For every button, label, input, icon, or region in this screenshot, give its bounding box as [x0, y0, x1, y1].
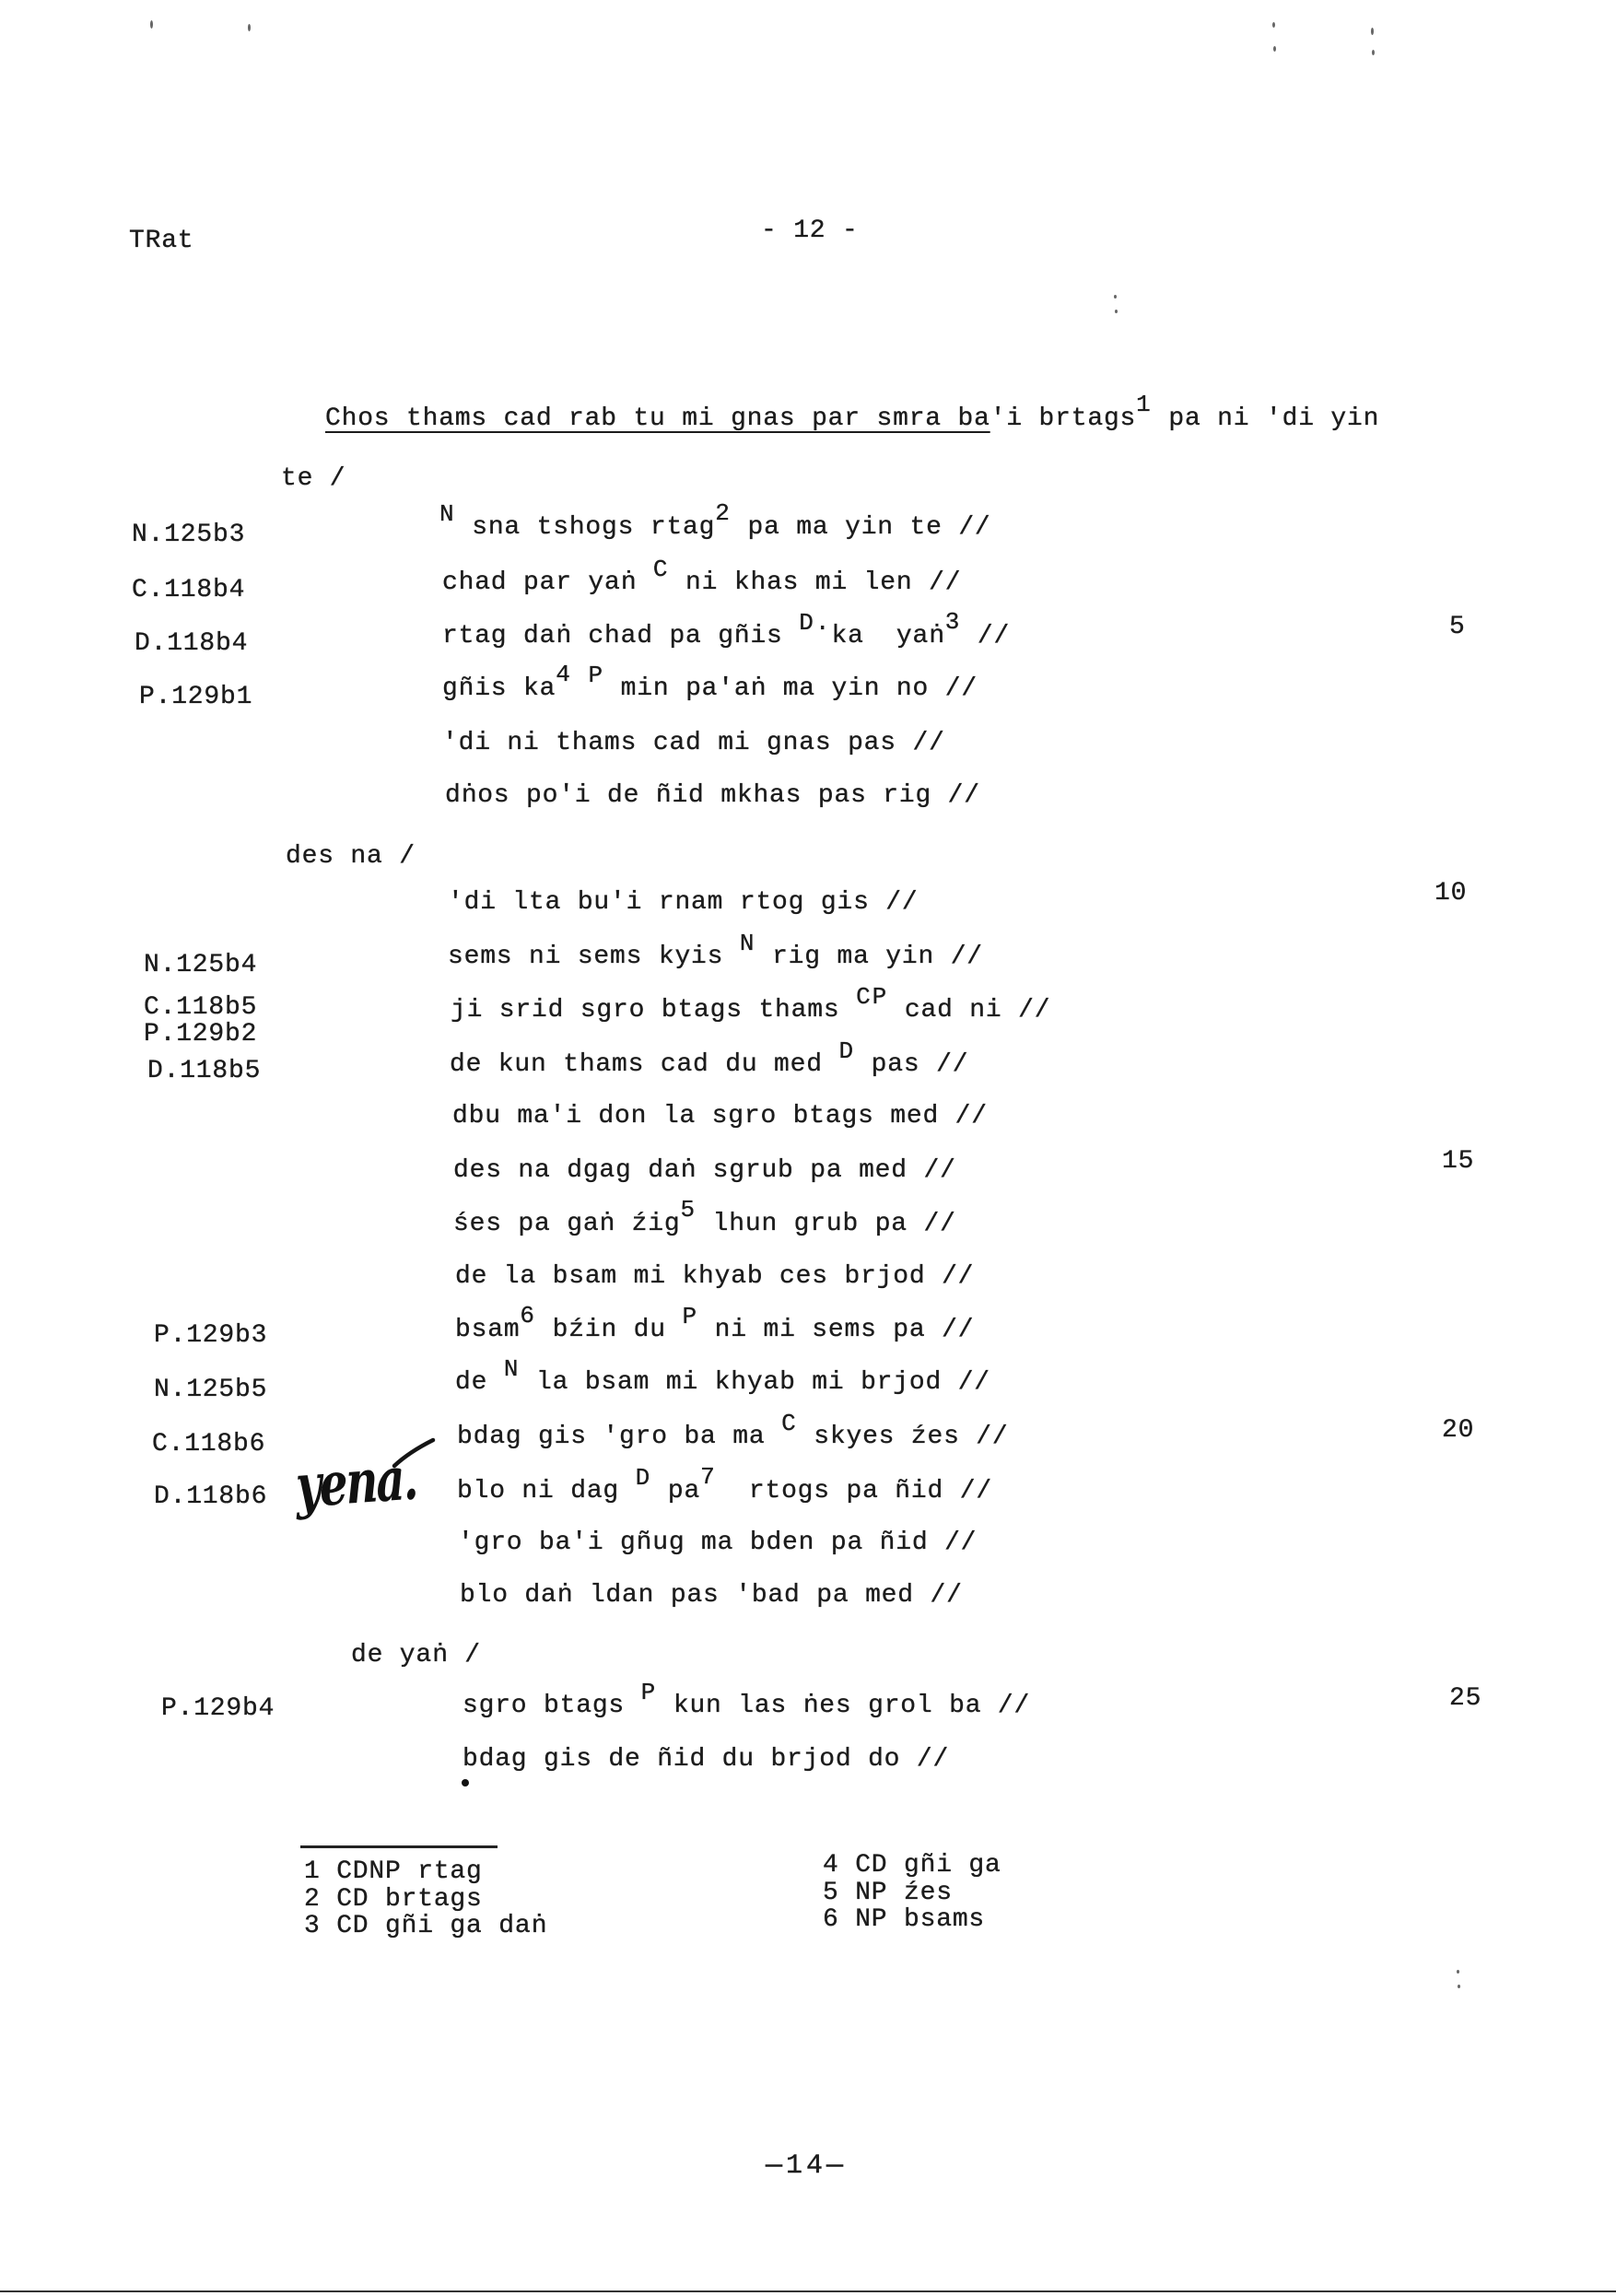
scan-speck: [1457, 1970, 1459, 1974]
verse-text: cad ni //: [888, 996, 1051, 1025]
verse-line: [442, 731, 945, 756]
title-continuation: te /: [281, 464, 346, 493]
folio-ref: P.129b4: [161, 1694, 275, 1723]
verse-text: ni mi sems pa //: [698, 1316, 975, 1344]
verse-text: 'di lta bu'i rnam rtog gis //: [448, 888, 919, 917]
verse-line: [442, 556, 962, 597]
title-text: pa ni 'di yin: [1152, 404, 1380, 433]
handwritten-note: yena.: [294, 1444, 418, 1522]
verse-text: gñis ka: [442, 674, 556, 703]
witness-siglum: C: [652, 556, 670, 583]
title-text: 'i brtags: [990, 404, 1137, 433]
verse-line: [448, 890, 918, 916]
verse-text: kun las ṅes grol ba //: [657, 1692, 1031, 1720]
verse-text: bsam: [455, 1316, 521, 1344]
page-number: - 12 -: [761, 217, 859, 245]
verse-line: [457, 1410, 1009, 1451]
verse-line: [463, 1747, 949, 1773]
verse-text: des na dgag daṅ sgrub pa med //: [453, 1156, 956, 1185]
scan-speck: [248, 24, 251, 31]
witness-siglum: D: [635, 1464, 652, 1492]
footnote: 3 CD gñi ga daṅ: [304, 1912, 548, 1940]
verse-line: [442, 661, 978, 703]
scan-speck: [150, 20, 153, 29]
connective: de yaṅ /: [351, 1641, 481, 1669]
witness-siglum: C: [781, 1410, 798, 1437]
verse-text: lhun grub pa //: [697, 1210, 956, 1238]
verse-text: sgro btags: [463, 1692, 641, 1720]
verse-text: dbu ma'i don la sgro btags med //: [452, 1102, 988, 1130]
verse-text: ka yaṅ: [831, 622, 945, 650]
scan-speck: [1272, 22, 1275, 28]
footnote: 2 CD brtags: [304, 1885, 483, 1914]
verse-text: sems ni sems kyis: [448, 943, 740, 971]
verse-text: rtogs pa ñid //: [716, 1477, 992, 1505]
verse-text: pa: [651, 1477, 701, 1505]
handwritten-stroke-icon: [369, 1423, 451, 1488]
footnote-ref: 5: [680, 1196, 697, 1224]
folio-ref: N.125b5: [154, 1376, 268, 1404]
footnote: 1 CDNP rtag: [304, 1857, 483, 1886]
verse-line: [455, 1264, 974, 1290]
scan-speck: [1372, 50, 1375, 55]
connective: des na /: [286, 842, 416, 871]
folio-ref: C.118b5: [144, 993, 258, 1022]
verse-text: pa ma yin te //: [731, 513, 991, 542]
scan-speck: [1371, 28, 1374, 35]
line-number: 20: [1442, 1416, 1475, 1445]
folio-ref: D.118b6: [154, 1482, 268, 1511]
verse-line: [460, 1583, 963, 1609]
footnote: 4 CD gñi ga: [823, 1851, 1001, 1880]
verse-line: [448, 930, 983, 971]
line-number: 15: [1442, 1147, 1475, 1176]
witness-siglum: P: [682, 1303, 699, 1330]
folio-ref: D.118b5: [147, 1057, 262, 1085]
verse-line: [463, 1679, 1031, 1720]
verse-line: [458, 1530, 977, 1556]
bottom-edge-line: [0, 2290, 1616, 2292]
verse-line: [445, 783, 980, 809]
verse-text: chad par yaṅ: [442, 568, 653, 597]
scan-speck: [1115, 310, 1118, 313]
verse-text: 'gro ba'i gñug ma bden pa ñid //: [458, 1529, 978, 1557]
verse-text: de kun thams cad du med: [450, 1050, 839, 1079]
title-underlined: Chos thams cad rab tu mi gnas par smra ba: [325, 404, 990, 433]
footnote: 5 NP źes: [823, 1879, 953, 1907]
title-line: [325, 391, 1380, 433]
verse-text: rtag daṅ chad pa gñis: [442, 622, 800, 650]
footnote-ref: 2: [715, 499, 732, 527]
witness-siglum: N: [439, 500, 456, 528]
folio-ref: N.125b3: [132, 521, 246, 549]
line-number: 10: [1434, 879, 1468, 908]
line-number: 25: [1449, 1684, 1482, 1713]
witness-siglum: CP: [856, 983, 889, 1011]
verse-line: [453, 1196, 956, 1238]
folio-ref: P.129b2: [144, 1020, 258, 1048]
scan-speck: [1458, 1985, 1460, 1988]
running-head: TRat: [129, 227, 194, 255]
verse-text: la bsam mi khyab mi brjod //: [520, 1368, 990, 1397]
line-number: 5: [1449, 613, 1466, 641]
witness-siglum: D.: [799, 609, 832, 637]
scan-speck: [1273, 46, 1276, 52]
footnote-ref: 4: [556, 661, 572, 688]
folio-ref: P.129b3: [154, 1321, 268, 1350]
footer-page-number: —14—: [766, 2150, 848, 2182]
footnote: 6 NP bsams: [823, 1905, 986, 1934]
verse-text: de la bsam mi khyab ces brjod //: [455, 1262, 975, 1291]
verse-text: skyes źes //: [797, 1423, 1009, 1451]
verse-line: [452, 1104, 988, 1130]
verse-text: rig ma yin //: [755, 943, 983, 971]
footnote-rule: [300, 1845, 498, 1848]
folio-ref: C.118b4: [132, 576, 246, 604]
verse-text: bźin du: [536, 1316, 683, 1344]
verse-text: de: [455, 1368, 504, 1397]
folio-ref: C.118b6: [152, 1430, 266, 1458]
verse-line: [455, 1355, 990, 1397]
verse-text: pas //: [855, 1050, 969, 1079]
verse-text: blo daṅ ldan pas 'bad pa med //: [460, 1581, 963, 1610]
verse-line: [455, 1302, 975, 1344]
verse-text: min pa'aṅ ma yin no //: [604, 674, 978, 703]
witness-siglum: N: [739, 930, 756, 957]
witness-siglum: P: [588, 662, 605, 689]
witness-siglum: D: [838, 1037, 856, 1065]
footnote-ref: 7: [700, 1463, 717, 1491]
verse-text: [572, 674, 589, 703]
verse-text: 'di ni thams cad mi gnas pas //: [442, 729, 945, 757]
scan-speck: [1114, 295, 1117, 299]
folio-ref: D.118b4: [135, 629, 249, 658]
verse-text: ji srid sgro btags thams: [451, 996, 857, 1025]
footnote-ref: 1: [1136, 391, 1153, 418]
verse-text: śes pa gaṅ źig: [453, 1210, 681, 1238]
verse-text: dṅos po'i de ñid mkhas pas rig //: [445, 781, 980, 810]
ink-dot: [462, 1779, 469, 1786]
folio-ref: N.125b4: [144, 951, 258, 979]
verse-text: ni khas mi len //: [669, 568, 962, 597]
verse-line: [442, 608, 1011, 650]
verse-line: [457, 1463, 992, 1505]
verse-line: [450, 1037, 969, 1079]
verse-text: blo ni dag: [457, 1477, 636, 1505]
witness-siglum: P: [640, 1679, 658, 1706]
verse-text: //: [961, 622, 1011, 650]
verse-text: bdag gis 'gro ba ma: [457, 1423, 782, 1451]
verse-line: [451, 983, 1051, 1025]
footnote-ref: 6: [520, 1302, 537, 1330]
verse-text: sna tshogs rtag: [455, 513, 716, 542]
verse-line: [439, 499, 991, 542]
folio-ref: P.129b1: [139, 683, 253, 711]
verse-line: [453, 1158, 956, 1184]
footnote-ref: 3: [944, 608, 962, 636]
verse-text: bdag gis de ñid du brjod do //: [463, 1745, 950, 1774]
witness-siglum: N: [503, 1355, 521, 1383]
